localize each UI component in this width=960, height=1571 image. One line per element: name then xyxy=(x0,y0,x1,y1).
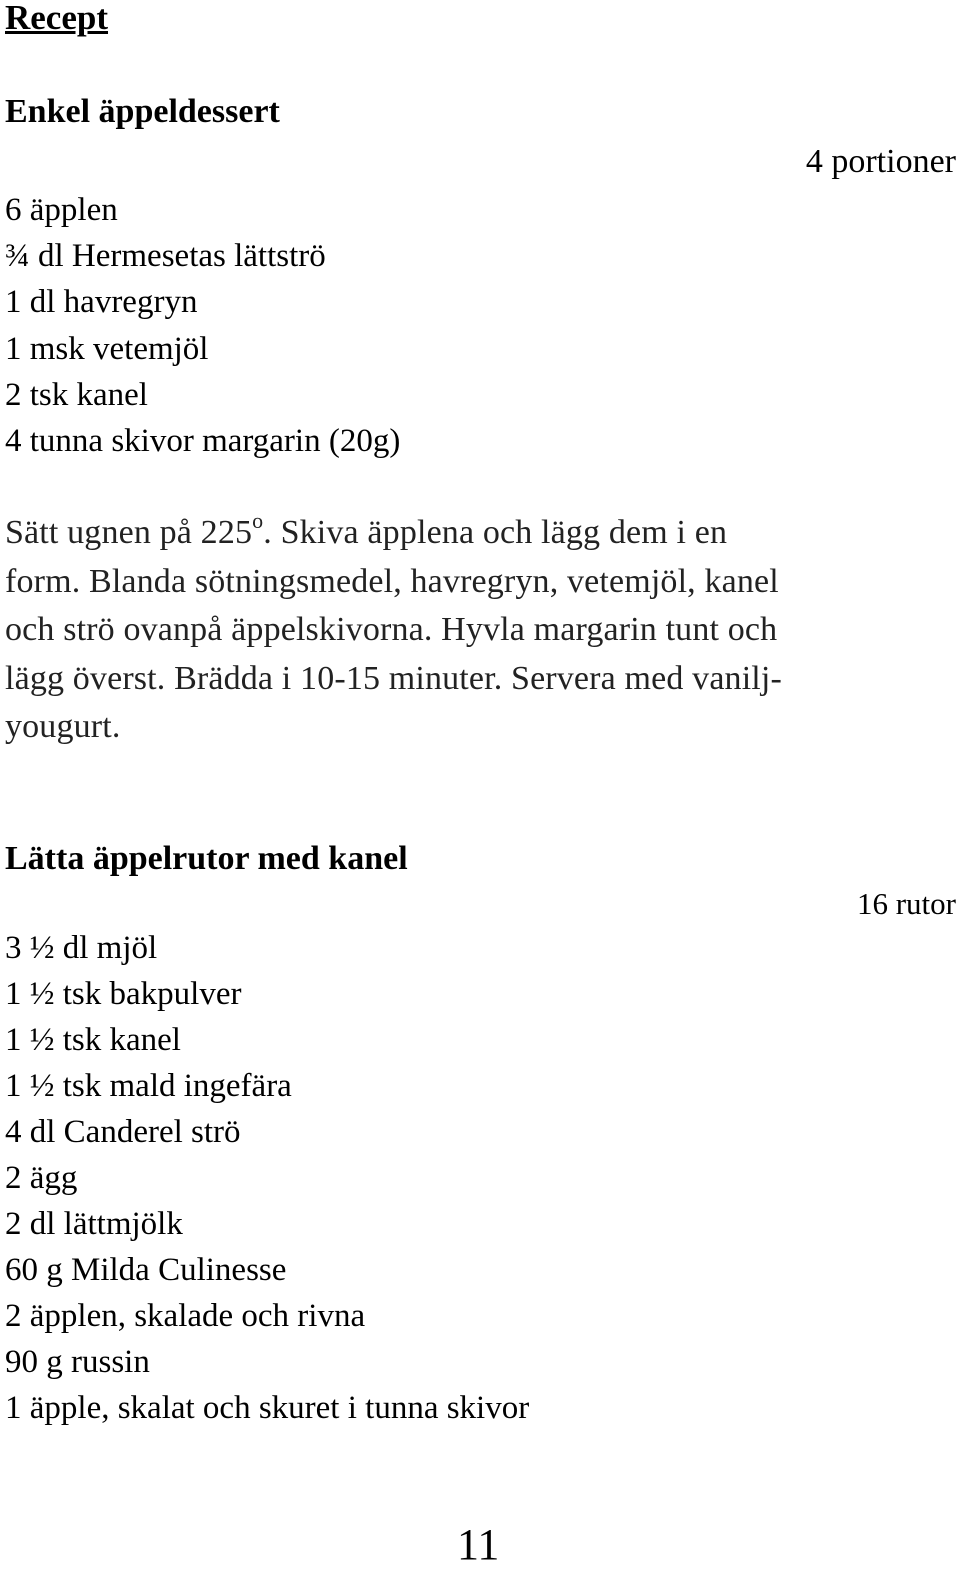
ingredient-item: 4 tunna skivor margarin (20g) xyxy=(5,422,401,459)
instruction-line: yougurt. xyxy=(5,708,121,746)
ingredient-item: ¾ dl Hermesetas lättströ xyxy=(5,238,326,275)
ingredient-item: 2 äpplen, skalade och rivna xyxy=(5,1298,366,1334)
ingredient-list xyxy=(5,187,400,464)
page-number: 11 xyxy=(457,1520,500,1569)
page-header: Recept xyxy=(5,0,109,37)
ingredient-item: 60 g Milda Culinesse xyxy=(5,1252,287,1288)
ingredient-item: 1 ½ tsk kanel xyxy=(5,1022,181,1058)
ingredient-item: 1 msk vetemjöl xyxy=(5,330,209,367)
recipe-servings: 16 rutor xyxy=(856,886,956,921)
instruction-line: och strö ovanpå äppelskivorna. Hyvla margarin tunt och xyxy=(5,611,778,649)
ingredient-item: 6 äpplen xyxy=(5,192,118,228)
recipe-servings: 4 portioner xyxy=(805,143,956,180)
ingredient-item: 1 ½ tsk bakpulver xyxy=(5,976,242,1012)
ingredient-item: 4 dl Canderel strö xyxy=(5,1114,241,1150)
instruction-text: . Skiva äpplena och lägg dem i en xyxy=(263,514,728,551)
ingredient-item: 1 äpple, skalat och skuret i tunna skivor xyxy=(5,1390,530,1426)
instruction-text: Sätt ugnen på 225 xyxy=(5,514,253,551)
degree-symbol: o xyxy=(252,508,264,533)
recipe-title-latta-appelrutor: Lätta äppelrutor med kanel xyxy=(5,840,408,877)
instruction-line: lägg överst. Brädda i 10-15 minuter. Servera med vanilj- xyxy=(5,659,782,697)
ingredient-item: 3 ½ dl mjöl xyxy=(5,930,158,966)
ingredient-item: 1 dl havregryn xyxy=(5,284,198,321)
recipe-title-enkel-appeldessert: Enkel äppeldessert xyxy=(5,93,280,130)
instruction-line: form. Blanda sötningsmedel, havregryn, vetemjöl, kanel xyxy=(5,562,779,600)
instruction-line xyxy=(5,509,955,558)
ingredient-list xyxy=(5,925,529,1431)
ingredient-item: 90 g russin xyxy=(5,1344,150,1380)
ingredient-item: 2 tsk kanel xyxy=(5,376,148,413)
ingredient-item: 1 ½ tsk mald ingefära xyxy=(5,1068,292,1104)
ingredient-item: 2 dl lättmjölk xyxy=(5,1206,183,1242)
ingredient-item: 2 ägg xyxy=(5,1160,78,1196)
recipe-instructions xyxy=(5,509,955,752)
